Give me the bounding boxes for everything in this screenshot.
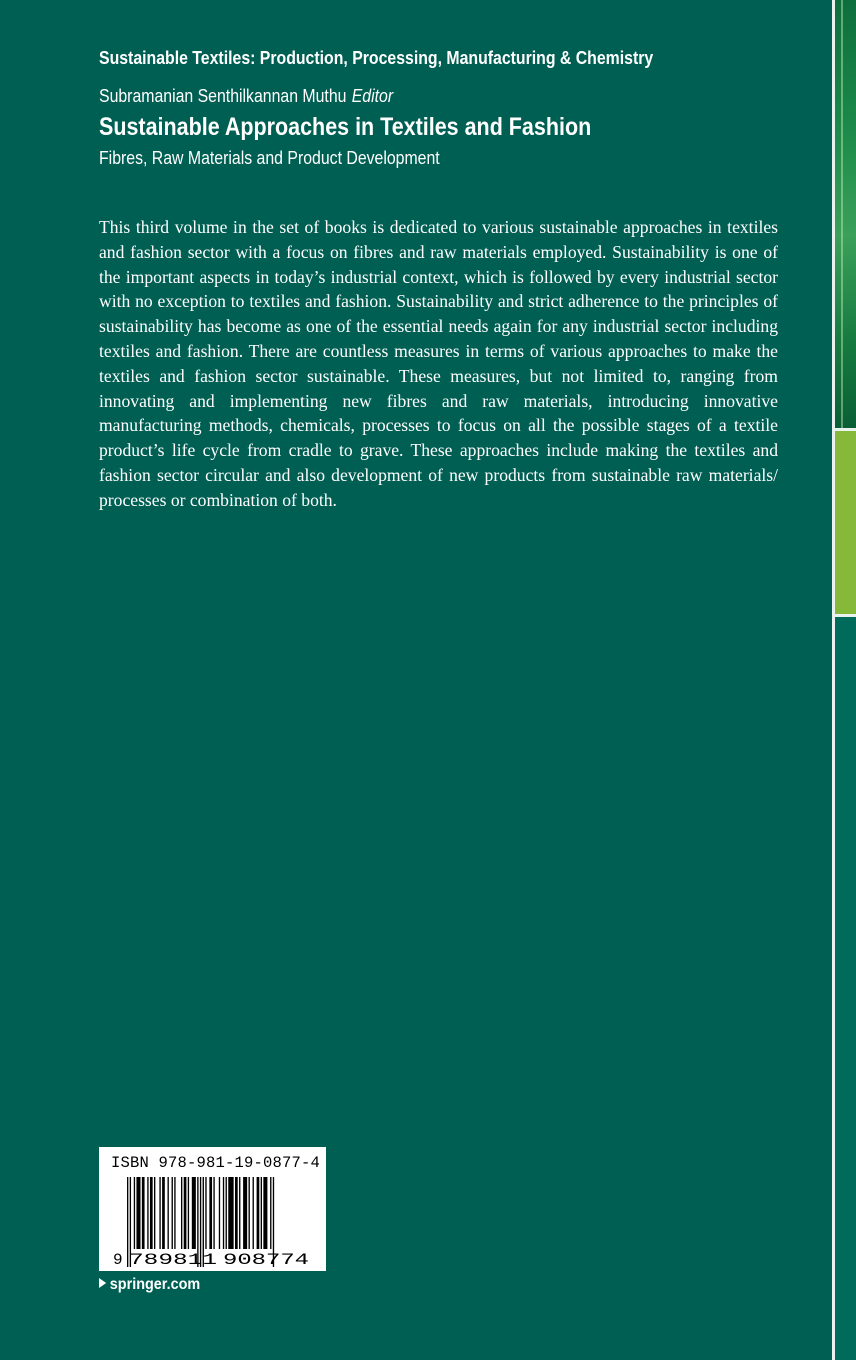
barcode-bar — [142, 1177, 145, 1249]
barcode-bar — [188, 1177, 189, 1249]
publisher-link[interactable] — [99, 1274, 200, 1296]
barcode-bar — [270, 1177, 271, 1249]
isbn-label: ISBN 978-981-19-0877-4 — [111, 1154, 321, 1172]
barcode-bar — [205, 1177, 206, 1249]
barcode-left-digits: 789811 — [129, 1251, 217, 1269]
leaf-vein — [841, 0, 843, 428]
barcode-bar — [249, 1177, 250, 1249]
barcode-bar — [209, 1177, 212, 1249]
series-title: Sustainable Textiles: Production, Processing, Manufacturing & Chemistry — [99, 48, 654, 68]
barcode-bar — [172, 1177, 173, 1249]
barcode-bar — [184, 1177, 187, 1249]
barcode-bar — [192, 1177, 196, 1249]
barcode-bar — [257, 1177, 260, 1249]
barcode-bar — [168, 1177, 169, 1249]
barcode-bar — [147, 1177, 148, 1249]
editor-role: Editor — [351, 86, 394, 106]
barcode-bar — [162, 1177, 165, 1249]
barcode-bar — [213, 1177, 214, 1249]
barcode-right-digits: 908774 — [223, 1251, 309, 1269]
barcode-bar — [150, 1177, 153, 1249]
arrow-right-icon — [99, 1278, 106, 1288]
spine-color-band — [835, 431, 856, 614]
barcode-bar — [243, 1177, 247, 1249]
editor-line — [99, 84, 733, 108]
publisher-url: springer.com — [109, 1276, 201, 1293]
barcode-lead-digit: 9 — [113, 1251, 123, 1269]
barcode-bar — [261, 1177, 262, 1249]
barcode-bar — [235, 1177, 238, 1249]
barcode-bar — [263, 1177, 267, 1249]
barcode-bar — [154, 1177, 155, 1249]
barcode-bar — [136, 1177, 140, 1249]
isbn-barcode — [99, 1147, 326, 1271]
barcode-bar — [253, 1177, 254, 1249]
barcode-bar — [239, 1177, 240, 1249]
barcode-bar — [226, 1177, 227, 1249]
book-subtitle: Fibres, Raw Materials and Product Development — [99, 148, 440, 168]
barcode-bar — [174, 1177, 175, 1249]
barcode-bar — [159, 1177, 160, 1249]
barcode-graphic — [99, 1147, 326, 1271]
spine-separator — [835, 614, 856, 617]
book-title: Sustainable Approaches in Textiles and Fashion — [99, 113, 592, 141]
barcode-bar — [181, 1177, 182, 1249]
blurb-text: This third volume in the set of books is dedicated to various sustainable approaches in textiles and fashion sector with a focus on fibres and raw materials employed. Sustainability is one of the important aspects in today’s industrial context, which is followed by every industrial sector with no exception to textiles and fashion. Sustainability and strict adherence to the principles of sustainability has become as one of the essential needs again for any industrial sector including textiles and fashion. There are countless measures in terms of various approaches to make the textiles and fashion sector sustainable. These measures, but not limited to, ranging from innovating and implementing new fibres and raw materials, introducing innovative manufacturing methods, chemicals, processes to focus on all the possible stages of a textile product’s life cycle from cradle to grave. These approaches include making the textiles and fashion sector circular and also development of new products from sustainable raw materials/ processes or combination of both. — [99, 217, 778, 510]
barcode-bar — [223, 1177, 224, 1249]
barcode-bar — [228, 1177, 233, 1249]
barcode-bar — [219, 1177, 220, 1249]
spine-leaf-image — [835, 0, 856, 428]
barcode-bar — [134, 1177, 135, 1249]
editor-name: Subramanian Senthilkannan Muthu — [99, 86, 347, 106]
